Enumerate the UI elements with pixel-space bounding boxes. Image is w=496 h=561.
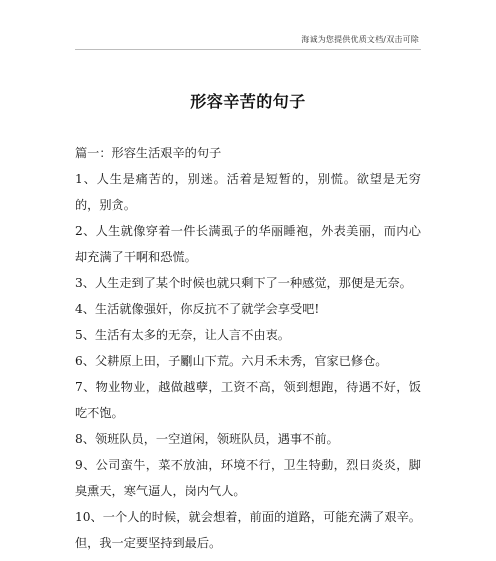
sentence-7: 7、物业物业，越做越孽，工资不高，领到想跑，待遇不好，饭吃不饱。 — [75, 380, 421, 420]
header-divider — [75, 49, 421, 50]
sentence-10: 10、一个人的时候，就会想着，前面的道路，可能充满了艰辛。但，我一定要坚持到最后。 — [75, 510, 421, 550]
section-heading: 篇一：形容生活艰辛的句子 — [75, 146, 222, 160]
sentence-3: 3、人生走到了某个时候也就只剩下了一种感觉，那便是无奈。 — [75, 276, 412, 290]
sentence-2: 2、人生就像穿着一件长满虱子的华丽睡袍，外表美丽，而内心却充满了干啊和恐慌。 — [75, 224, 421, 264]
sentence-9: 9、公司蛮牛，菜不放油，环境不行，卫生特動，烈日炎炎，脚臭熏天，寒气逼人，岗内气人。 — [75, 458, 421, 498]
header-note: 海诚为您提供优质文档/双击可除 — [301, 35, 419, 44]
sentence-6: 6、父耕原上田，子劚山下荒。六月禾未秀，官家已修仓。 — [75, 354, 388, 368]
document-body — [75, 140, 421, 556]
sentence-5: 5、生活有太多的无奈，让人言不由衷。 — [75, 328, 290, 342]
document-title: 形容辛苦的句子 — [190, 92, 306, 111]
sentence-8: 8、领班队员，一空道闲，领班队员，遇事不前。 — [75, 432, 339, 446]
sentence-1: 1、人生是痛苦的，别迷。活着是短暂的，别慌。欲望是无穷的，别贪。 — [75, 172, 421, 212]
sentence-4: 4、生活就像强奸，你反抗不了就学会享受吧! — [75, 302, 320, 316]
